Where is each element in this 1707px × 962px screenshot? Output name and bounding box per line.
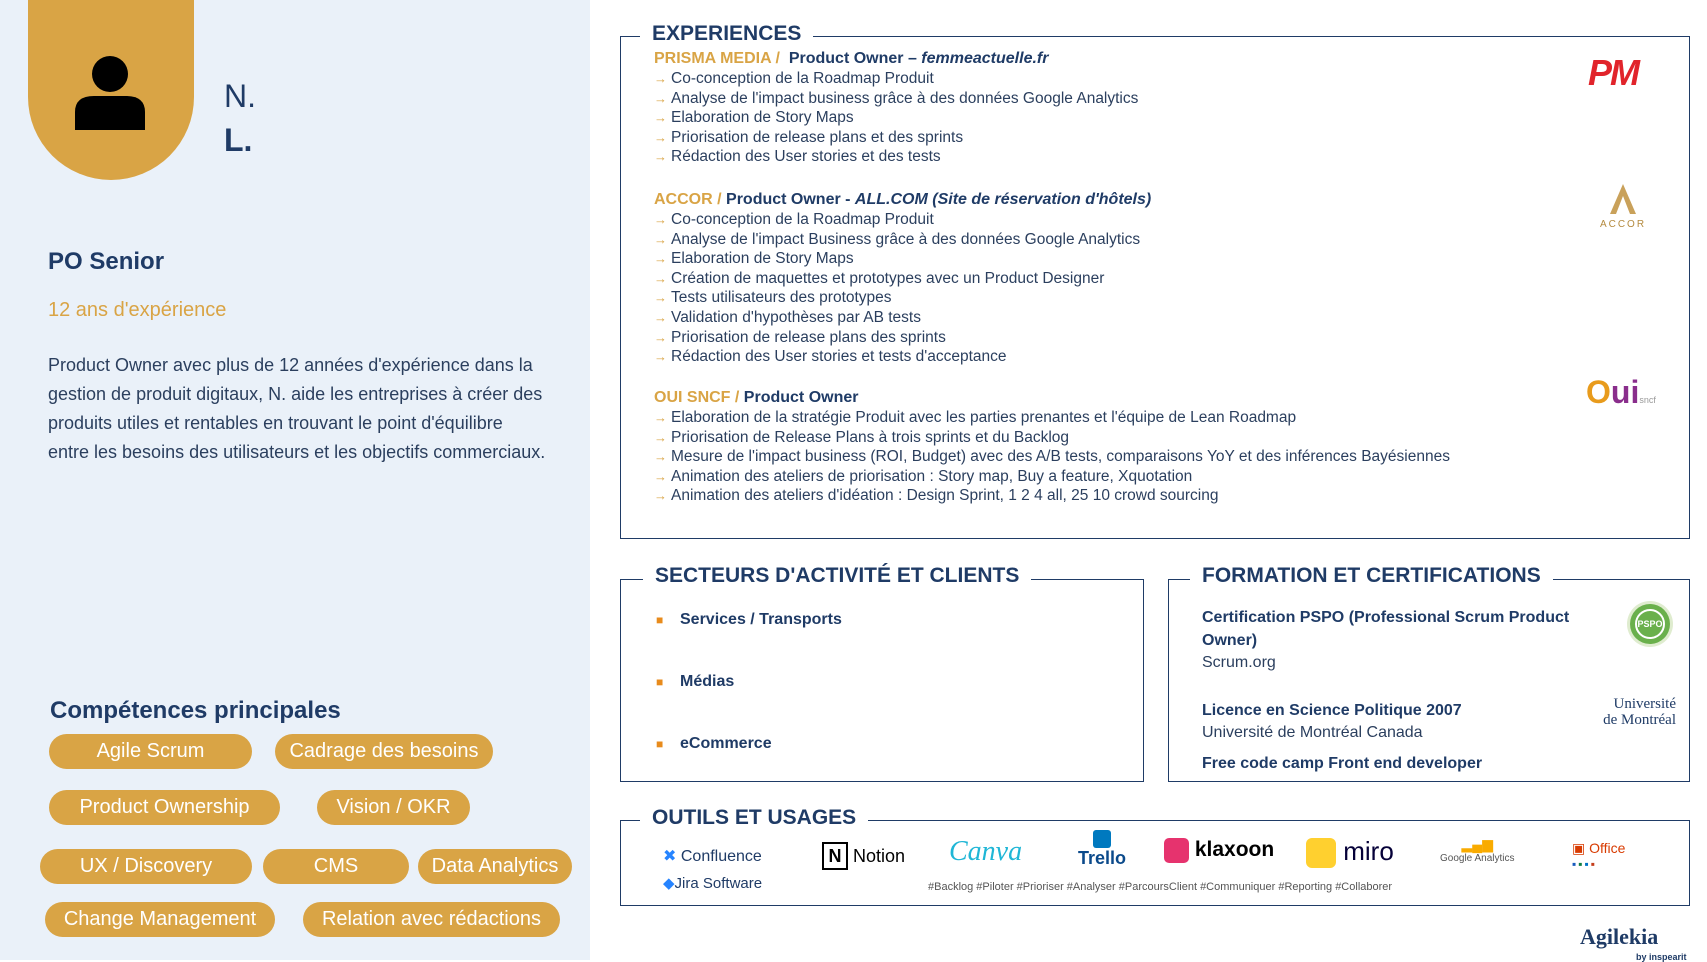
arrow-right-icon: →	[654, 309, 667, 325]
job-title-detail: ALL.COM (Site de réservation d'hôtels)	[854, 191, 1152, 208]
bullet-icon: ■	[656, 613, 664, 627]
cert-licence-title: Licence en Science Politique 2007	[1202, 702, 1462, 719]
notion-icon: N	[822, 842, 848, 870]
profile-summary: Product Owner avec plus de 12 années d'expérience dans la gestion de produit digitaux, N. aide les entreprises à créer des produits utiles et rentables en trouvant le point d'équilibre entre les besoins des utilisateurs et les objectifs commerciaux.	[48, 355, 546, 462]
experience-item: → Validation d'hypothèses par AB tests	[654, 308, 921, 326]
experience-item: → Création de maquettes et prototypes avec un Product Designer	[654, 269, 1105, 287]
experience-item: → Priorisation de Release Plans à trois sprints et du Backlog	[654, 428, 1070, 446]
first-name: N.	[224, 78, 256, 114]
experience-prisma	[654, 49, 1534, 167]
canva-logo: Canva	[949, 836, 1023, 867]
experience-item: → Analyse de l'impact business grâce à des données Google Analytics	[654, 89, 1139, 107]
experience-item: → Mesure de l'impact business (ROI, Budget) avec des A/B tests, comparaisons YoY et des inférences Bayésiennes	[654, 448, 1450, 466]
experience-heading	[654, 190, 1534, 210]
skill-pill: CMS	[263, 849, 409, 884]
sector-item: ■ eCommerce	[656, 735, 772, 752]
profile-panel	[0, 0, 590, 960]
arrow-right-icon: →	[654, 212, 667, 227]
experience-item: → Priorisation de release plans et des sprints	[654, 128, 964, 146]
company-name: OUI SNCF /	[654, 389, 740, 406]
arrow-right-icon: →	[654, 251, 667, 267]
skill-pill: Product Ownership	[49, 790, 280, 825]
experience-item: → Elaboration de Story Maps	[654, 250, 854, 268]
arrow-right-icon: →	[654, 110, 667, 126]
office-apps-icon: ▪▪▪▪	[1572, 857, 1598, 871]
pspo-badge-icon: PSPO	[1630, 604, 1670, 644]
universite-montreal-logo: Université de Montréal	[1603, 696, 1676, 728]
analytics-bars-icon: ▂▄▆	[1461, 836, 1493, 852]
experience-item: → Elaboration de la stratégie Produit avec les parties prenantes et l'équipe de Lean Roadmap	[654, 409, 1297, 426]
experience-item: → Animation des ateliers d'idéation : Design Sprint, 1 2 4 all, 25 10 crowd sourcing	[654, 487, 1219, 505]
skill-pill: Cadrage des besoins	[275, 734, 493, 769]
experience-item: → Tests utilisateurs des prototypes	[654, 289, 892, 307]
skill-pill: Relation avec rédactions	[303, 902, 560, 937]
experiences-title: EXPERIENCES	[640, 22, 813, 46]
klaxoon-icon	[1164, 838, 1189, 863]
google-analytics-logo: ▂▄▆ Google Analytics	[1440, 836, 1515, 864]
accor-logo: ACCOR	[1590, 182, 1656, 230]
experience-accor	[654, 190, 1534, 367]
office-logo: ▣ Office ▪▪▪▪	[1572, 840, 1626, 871]
job-title: Product Owner -	[726, 191, 855, 208]
trello-icon	[1093, 830, 1111, 848]
company-name: ACCOR /	[654, 191, 722, 208]
arrow-right-icon: →	[654, 231, 667, 247]
arrow-right-icon: →	[654, 290, 667, 306]
arrow-right-icon: →	[654, 488, 667, 504]
miro-logo: miro	[1306, 836, 1394, 868]
experience-item: → Co-conception de la Roadmap Produit	[654, 211, 934, 228]
arrow-right-icon: →	[654, 349, 667, 365]
arrow-right-icon: →	[654, 71, 667, 86]
experience-years: 12 ans d'expérience	[48, 299, 227, 321]
prisma-media-logo: PM	[1588, 52, 1638, 93]
cert-pspo-org: Scrum.org	[1202, 654, 1276, 671]
last-name: L.	[224, 122, 253, 158]
experience-item: → Rédaction des User stories et des tests	[654, 148, 941, 166]
arrow-right-icon: →	[654, 468, 667, 484]
arrow-right-icon: →	[654, 270, 667, 286]
avatar	[28, 0, 194, 180]
arrow-right-icon: →	[654, 449, 667, 465]
tools-hashtags: #Backlog #Piloter #Prioriser #Analyser #ParcoursClient #Communiquer #Reporting #Collaborer	[928, 881, 1393, 893]
experience-heading	[654, 388, 1534, 408]
skills-title: Compétences principales	[50, 697, 341, 724]
sector-item: ■ Services / Transports	[656, 611, 842, 628]
tools-box	[620, 820, 1690, 906]
skill-pill: UX / Discovery	[40, 849, 252, 884]
job-title: Product Owner	[743, 389, 859, 406]
office-icon: ▣	[1572, 840, 1586, 856]
experience-heading	[654, 49, 1534, 69]
cert-pspo-title: Certification PSPO (Professional Scrum Product Owner)	[1202, 609, 1570, 649]
experience-item: → Priorisation de release plans des sprints	[654, 328, 946, 346]
agilekia-logo: Agilekia by inspearit	[1580, 924, 1687, 962]
cert-licence-org: Université de Montréal Canada	[1202, 724, 1423, 741]
cert-freecodecamp: Free code camp Front end developer	[1202, 755, 1483, 772]
job-title: Product Owner –	[788, 50, 922, 67]
tools-title: OUTILS ET USAGES	[640, 806, 868, 830]
skill-pill: Change Management	[45, 902, 275, 937]
klaxoon-logo: klaxoon	[1164, 838, 1274, 863]
role-title: PO Senior	[48, 248, 165, 275]
accor-mark-icon	[1606, 182, 1640, 216]
experience-oui-sncf	[654, 388, 1534, 506]
experience-item: → Co-conception de la Roadmap Produit	[654, 70, 934, 87]
bullet-icon: ■	[656, 737, 664, 751]
sector-item: ■ Médias	[656, 673, 735, 690]
arrow-right-icon: →	[654, 129, 667, 145]
arrow-right-icon: →	[654, 90, 667, 106]
skill-pill: Data Analytics	[418, 849, 572, 884]
arrow-right-icon: →	[654, 410, 667, 425]
company-name: PRISMA MEDIA /	[654, 50, 780, 67]
education-title: FORMATION ET CERTIFICATIONS	[1190, 564, 1553, 588]
experience-item: → Analyse de l'impact Business grâce à des données Google Analytics	[654, 230, 1141, 248]
skill-pill: Agile Scrum	[49, 734, 252, 769]
skill-pill: Vision / OKR	[317, 790, 470, 825]
confluence-icon: ✖	[663, 848, 677, 865]
miro-icon	[1306, 838, 1336, 868]
arrow-right-icon: →	[654, 149, 667, 165]
notion-logo: N Notion	[822, 842, 905, 870]
arrow-right-icon: →	[654, 429, 667, 445]
job-title-detail: femmeactuelle.fr	[921, 50, 1049, 67]
experience-item: → Rédaction des User stories et tests d'acceptance	[654, 348, 1007, 366]
jira-logo: ◆Jira Software	[663, 875, 763, 892]
experience-item: → Elaboration de Story Maps	[654, 109, 854, 127]
person-icon	[70, 52, 150, 132]
bullet-icon: ■	[656, 675, 664, 689]
trello-logo: Trello	[1078, 830, 1126, 869]
jira-icon: ◆	[663, 875, 675, 892]
sectors-title: SECTEURS D'ACTIVITÉ ET CLIENTS	[643, 564, 1031, 588]
oui-sncf-logo: Ouisncf	[1586, 374, 1656, 410]
arrow-right-icon: →	[654, 329, 667, 345]
confluence-logo: ✖ Confluence	[663, 848, 762, 865]
experience-item: → Animation des ateliers de priorisation : Story map, Buy a feature, Xquotation	[654, 467, 1193, 485]
